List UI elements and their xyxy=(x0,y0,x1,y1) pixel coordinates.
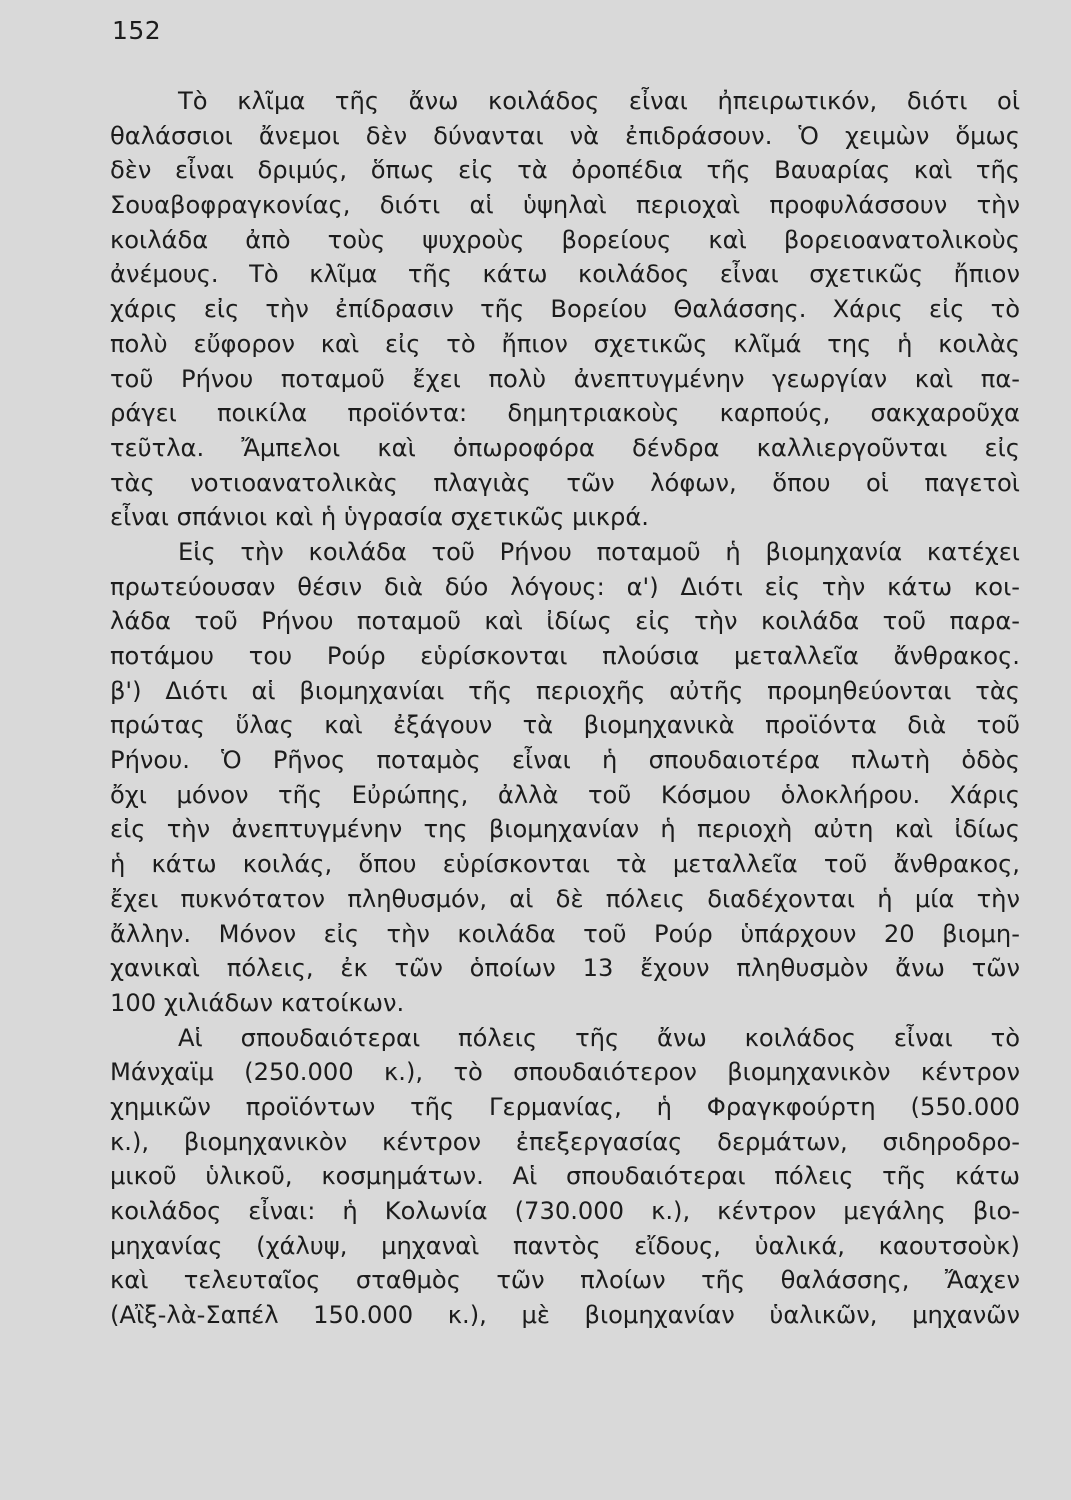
text-line: πρωτεύουσαν θέσιν διὰ δύο λόγους: α') Διότι εἰς τὴν κάτω κοι- xyxy=(110,572,1020,601)
text-line: 100 χιλιάδων κατοίκων. xyxy=(110,988,405,1017)
text-line: Μάνχαϊμ (250.000 κ.), τὸ σπουδαιότερον βιομηχανικὸν κέντρον xyxy=(110,1058,1020,1087)
text-line: χανικαὶ πόλεις, ἐκ τῶν ὁποίων 13 ἔχουν πληθυσμὸν ἄνω τῶν xyxy=(110,954,1020,983)
text-line: ράγει ποικίλα προϊόντα: δημητριακοὺς καρπούς, σακχαροῦχα xyxy=(110,399,1020,428)
text-line: εἰς τὴν ἀνεπτυγμένην της βιομηχανίαν ἡ περιοχὴ αὐτη καὶ ἰδίως xyxy=(110,815,1020,844)
text-line: ἀνέμους. Τὸ κλῖμα τῆς κάτω κοιλάδος εἶναι σχετικῶς ἤπιον xyxy=(110,260,1020,289)
text-line: χάρις εἰς τὴν ἐπίδρασιν τῆς Βορείου Θαλάσσης. Χάρις εἰς τὸ xyxy=(110,295,1020,324)
text-line: θαλάσσιοι ἄνεμοι δὲν δύνανται νὰ ἐπιδράσουν. Ὁ χειμὼν ὅμως xyxy=(110,121,1020,150)
text-line: β') Διότι αἱ βιομηχανίαι τῆς περιοχῆς αὐτῆς προμηθεύονται τὰς xyxy=(110,676,1020,705)
text-line: πολὺ εὔφορον καὶ εἰς τὸ ἤπιον σχετικῶς κλῖμά της ἡ κοιλὰς xyxy=(110,329,1020,358)
text-line: κοιλάδος εἶναι: ἡ Κολωνία (730.000 κ.), κέντρον μεγάλης βιο- xyxy=(110,1197,1020,1226)
text-line: χημικῶν προϊόντων τῆς Γερμανίας, ἡ Φραγκφούρτη (550.000 xyxy=(110,1092,1020,1121)
text-line: εἶναι σπάνιοι καὶ ἡ ὑγρασία σχετικῶς μικρά. xyxy=(110,503,649,532)
text-line: δὲν εἶναι δριμύς, ὅπως εἰς τὰ ὀροπέδια τῆς Βαυαρίας καὶ τῆς xyxy=(110,156,1020,185)
text-line: (Αἲξ-λὰ-Σαπέλ 150.000 κ.), μὲ βιομηχανίαν ὑαλικῶν, μηχανῶν xyxy=(110,1301,1020,1330)
text-line: ποτάμου του Ρούρ εὑρίσκονται πλούσια μεταλλεῖα ἄνθρακος. xyxy=(110,642,1020,671)
text-line: λάδα τοῦ Ρήνου ποταμοῦ καὶ ἰδίως εἰς τὴν κοιλάδα τοῦ παρα- xyxy=(110,607,1020,636)
page-number: 152 xyxy=(112,16,162,45)
text-line: Αἱ σπουδαιότεραι πόλεις τῆς ἄνω κοιλάδος εἶναι τὸ xyxy=(178,1023,1020,1052)
text-line: Σουαβοφραγκονίας, διότι αἱ ὑψηλαὶ περιοχαὶ προφυλάσσουν τὴν xyxy=(110,191,1020,220)
text-line: τοῦ Ρήνου ποταμοῦ ἔχει πολὺ ἀνεπτυγμένην γεωργίαν καὶ πα- xyxy=(110,364,1020,393)
text-line: μικοῦ ὑλικοῦ, κοσμημάτων. Αἱ σπουδαιότεραι πόλεις τῆς κάτω xyxy=(110,1162,1020,1191)
body-text xyxy=(110,84,1020,1333)
text-line: Τὸ κλῖμα τῆς ἄνω κοιλάδος εἶναι ἠπειρωτικόν, διότι οἱ xyxy=(178,87,1020,115)
text-line: τεῦτλα. Ἄμπελοι καὶ ὀπωροφόρα δένδρα καλλιεργοῦνται εἰς xyxy=(110,433,1020,462)
text-line: καὶ τελευταῖος σταθμὸς τῶν πλοίων τῆς θαλάσσης, Ἄαχεν xyxy=(110,1266,1020,1295)
text-line: ἡ κάτω κοιλάς, ὅπου εὑρίσκονται τὰ μεταλλεῖα τοῦ ἄνθρακος, xyxy=(110,850,1020,879)
text-line: ἄλλην. Μόνον εἰς τὴν κοιλάδα τοῦ Ρούρ ὑπάρχουν 20 βιομη- xyxy=(110,919,1020,948)
text-line: τὰς νοτιοανατολικὰς πλαγιὰς τῶν λόφων, ὅπου οἱ παγετοὶ xyxy=(110,468,1020,497)
text-line: Εἰς τὴν κοιλάδα τοῦ Ρήνου ποταμοῦ ἡ βιομηχανία κατέχει xyxy=(178,537,1020,566)
text-line: ὄχι μόνον τῆς Εὐρώπης, ἀλλὰ τοῦ Κόσμου ὁλοκλήρου. Χάρις xyxy=(110,780,1020,809)
text-line: κοιλάδα ἀπὸ τοὺς ψυχροὺς βορείους καὶ βορειοανατολικοὺς xyxy=(110,225,1020,254)
text-line: Ρήνου. Ὁ Ρῆνος ποταμὸς εἶναι ἡ σπουδαιοτέρα πλωτὴ ὁδὸς xyxy=(110,746,1020,775)
text-line: ἔχει πυκνότατον πληθυσμόν, αἱ δὲ πόλεις διαδέχονται ἡ μία τὴν xyxy=(110,884,1020,913)
text-line: μηχανίας (χάλυψ, μηχαναὶ παντὸς εἴδους, ὑαλικά, καουτσοὺκ) xyxy=(110,1231,1020,1260)
text-line: πρώτας ὕλας καὶ ἐξάγουν τὰ βιομηχανικὰ προϊόντα διὰ τοῦ xyxy=(110,711,1020,740)
text-line: κ.), βιομηχανικὸν κέντρον ἐπεξεργασίας δερμάτων, σιδηροδρο- xyxy=(110,1127,1020,1156)
